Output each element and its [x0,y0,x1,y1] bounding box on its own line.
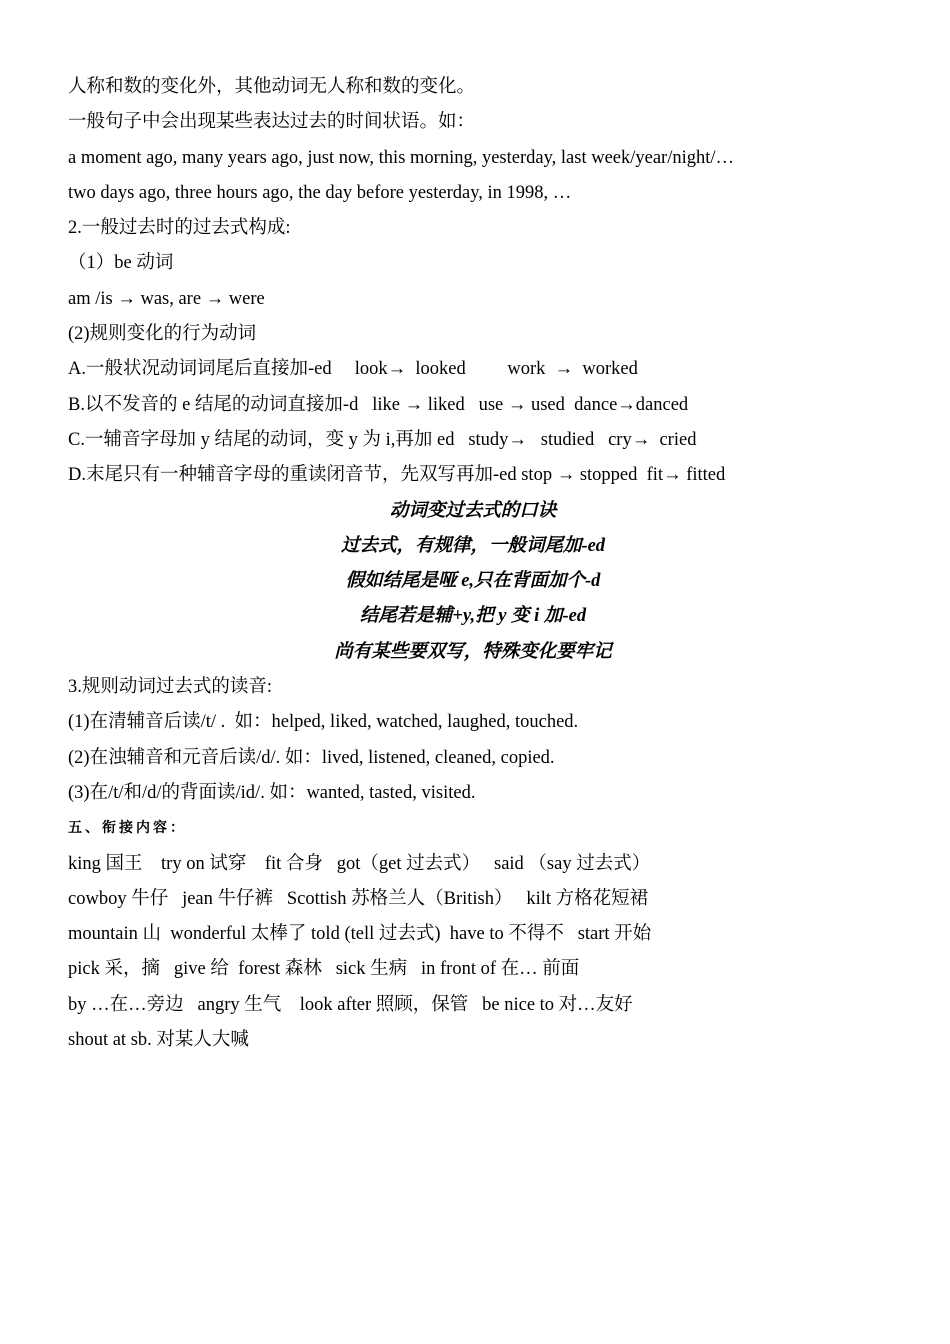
text-line: B.以不发音的 e 结尾的动词直接加-d like → liked use → used dance→danced [68,394,689,415]
section-heading: 五、衔接内容： [68,821,187,837]
vocab-line: mountain 山 wonderful 太棒了 told (tell 过去式) have to 不得不 start 开始 [68,924,652,945]
text-line: 一般句子中会出现某些表达过去的时间状语。如： [68,112,476,133]
rhyme-title: 动词变过去式的口诀 [389,500,557,521]
pronunciation-rule: (1)在清辅音后读/t/ . 如：helped, liked, watched, laughed, touched. [68,712,579,733]
text-line: (2)规则变化的行为动词 [68,324,257,345]
text-line: two days ago, three hours ago, the day before yesterday, in 1998, … [68,182,572,203]
text-line: D.末尾只有一种辅音字母的重读闭音节，先双写再加-ed stop → stopped fit→ fitted [68,465,726,486]
text-line: am /is → was, are → were [68,288,265,309]
vocab-line: by …在…旁边 angry 生气 look after 照顾，保管 be nice to 对…友好 [68,994,633,1015]
text-line: A.一般状况动词词尾后直接加-ed look→ looked work → worked [68,359,638,380]
pronunciation-rule: (2)在浊辅音和元音后读/d/. 如：lived, listened, cleaned, copied. [68,747,555,768]
text-line: a moment ago, many years ago, just now, this morning, yesterday, last week/year/night/… [68,147,735,168]
text-line: C.一辅音字母加 y 结尾的动词，变 y 为 i,再加 ed study→ studied cry→ cried [68,429,697,450]
rhyme-line: 假如结尾是哑 e,只在背面加个-d [345,571,601,592]
vocab-line: king 国王 try on 试穿 fit 合身 got（get 过去式） said （say 过去式） [68,853,651,874]
text-line: 2.一般过去时的过去式构成: [68,218,291,239]
vocab-line: shout at sb. 对某人大喊 [68,1030,249,1051]
pronunciation-rule: (3)在/t/和/d/的背面读/id/. 如：wanted, tasted, visited. [68,782,476,803]
rhyme-line: 尚有某些要双写，特殊变化要牢记 [334,641,612,662]
rhyme-line: 过去式，有规律，一般词尾加-ed [340,535,606,556]
text-line: （1）be 动词 [68,253,174,274]
document-page [68,70,908,1058]
vocab-line: cowboy 牛仔 jean 牛仔裤 Scottish 苏格兰人（British） kilt 方格花短裙 [68,888,649,909]
text-line: 人称和数的变化外，其他动词无人称和数的变化。 [68,77,476,97]
pronunciation-heading: 3.规则动词过去式的读音: [68,677,273,698]
rhyme-line: 结尾若是辅+y,把 y 变 i 加-ed [359,606,587,627]
vocab-line: pick 采，摘 give 给 forest 森林 sick 生病 in front of 在… 前面 [68,959,580,980]
